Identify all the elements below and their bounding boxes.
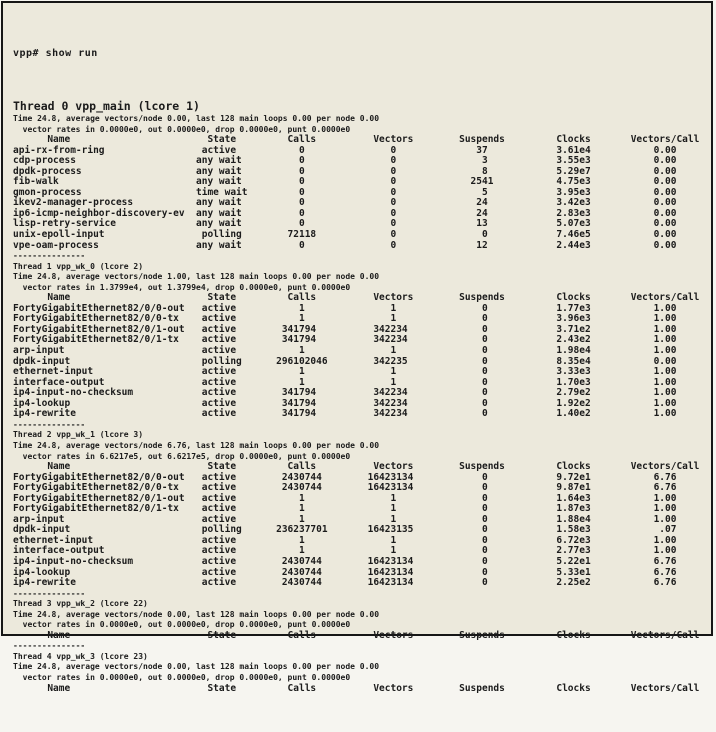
table-row: ip4-lookup active 2430744 16423134 0 5.33e1 6.76 bbox=[13, 566, 711, 578]
table-row: lisp-retry-service any wait 0 0 13 5.07e3 0.00 bbox=[13, 218, 711, 230]
table-row: FortyGigabitEthernet82/0/0-out active 2430744 16423134 0 9.72e1 6.76 bbox=[13, 471, 711, 483]
thread-rates-line: vector rates in 0.0000e0, out 0.0000e0, drop 0.0000e0, punt 0.0000e0 bbox=[13, 124, 351, 134]
table-row: ethernet-input active 1 1 0 6.72e3 1.00 bbox=[13, 534, 711, 546]
thread-rates-line: vector rates in 1.3799e4, out 1.3799e4, drop 0.0000e0, punt 0.0000e0 bbox=[13, 282, 351, 292]
table-header-row: Name State Calls Vectors Suspends Clocks Vectors/Call bbox=[13, 682, 711, 694]
show-run-output bbox=[13, 99, 711, 694]
table-row: dpdk-input polling 296102046 342235 0 8.35e4 0.00 bbox=[13, 355, 711, 367]
table-row: FortyGigabitEthernet82/0/0-out active 1 1 0 1.77e3 1.00 bbox=[13, 302, 711, 314]
thread-section-2 bbox=[13, 430, 711, 599]
thread-time-line: Time 24.8, average vectors/node 0.00, last 128 main loops 0.00 per node 0.00 bbox=[13, 609, 380, 619]
thread-section-1 bbox=[13, 262, 711, 431]
thread-time-line: Time 24.8, average vectors/node 6.76, last 128 main loops 0.00 per node 0.00 bbox=[13, 440, 380, 450]
table-row: FortyGigabitEthernet82/0/1-out active 1 1 0 1.64e3 1.00 bbox=[13, 492, 711, 504]
section-separator: --------------- bbox=[13, 641, 86, 651]
thread-time-line: Time 24.8, average vectors/node 0.00, last 128 main loops 0.00 per node 0.00 bbox=[13, 662, 380, 672]
section-separator: --------------- bbox=[13, 419, 86, 429]
table-row: FortyGigabitEthernet82/0/1-tx active 341794 342234 0 2.43e2 1.00 bbox=[13, 334, 711, 346]
thread-rates-line: vector rates in 0.0000e0, out 0.0000e0, drop 0.0000e0, punt 0.0000e0 bbox=[13, 620, 351, 630]
thread-section-3 bbox=[13, 599, 711, 652]
thread-title: Thread 1 vpp_wk_0 (lcore 2) bbox=[13, 261, 144, 271]
thread-time-line: Time 24.8, average vectors/node 0.00, last 128 main loops 0.00 per node 0.00 bbox=[13, 114, 380, 123]
table-row: arp-input active 1 1 0 1.88e4 1.00 bbox=[13, 513, 711, 525]
table-row: api-rx-from-ring active 0 0 37 3.61e4 0.00 bbox=[13, 144, 711, 156]
table-row: ip6-icmp-neighbor-discovery-ev any wait 0 0 24 2.83e3 0.00 bbox=[13, 207, 711, 219]
table-row: arp-input active 1 1 0 1.98e4 1.00 bbox=[13, 345, 711, 357]
table-row: ethernet-input active 1 1 0 3.33e3 1.00 bbox=[13, 366, 711, 378]
table-row: ip4-lookup active 341794 342234 0 1.92e2 1.00 bbox=[13, 397, 711, 409]
table-row: ip4-input-no-checksum active 341794 342234 0 2.79e2 1.00 bbox=[13, 387, 711, 399]
thread-title: Thread 2 vpp_wk_1 (lcore 3) bbox=[13, 430, 144, 440]
table-row: cdp-process any wait 0 0 3 3.55e3 0.00 bbox=[13, 155, 711, 167]
table-header-row: Name State Calls Vectors Suspends Clocks Vectors/Call bbox=[13, 461, 711, 473]
table-row: dpdk-input polling 236237701 16423135 0 1.58e3 .07 bbox=[13, 524, 711, 536]
table-row: FortyGigabitEthernet82/0/1-out active 341794 342234 0 3.71e2 1.00 bbox=[13, 323, 711, 335]
table-row: interface-output active 1 1 0 1.70e3 1.00 bbox=[13, 376, 711, 388]
command-prompt-line[interactable]: vpp# show run bbox=[13, 48, 98, 59]
table-row: dpdk-process any wait 0 0 8 5.29e7 0.00 bbox=[13, 165, 711, 177]
section-separator: --------------- bbox=[13, 588, 86, 598]
table-row: FortyGigabitEthernet82/0/1-tx active 1 1 0 1.87e3 1.00 bbox=[13, 503, 711, 515]
thread-title: Thread 0 vpp_main (lcore 1) bbox=[13, 99, 200, 113]
table-row: ip4-input-no-checksum active 2430744 16423134 0 5.22e1 6.76 bbox=[13, 555, 711, 567]
terminal-output-area[interactable] bbox=[3, 3, 711, 732]
table-row: fib-walk any wait 0 0 2541 4.75e3 0.00 bbox=[13, 176, 711, 188]
thread-time-line: Time 24.8, average vectors/node 1.00, last 128 main loops 0.00 per node 0.00 bbox=[13, 272, 380, 282]
table-row: vpe-oam-process any wait 0 0 12 2.44e3 0.00 bbox=[13, 239, 711, 251]
table-header-row: Name State Calls Vectors Suspends Clocks Vectors/Call bbox=[13, 292, 711, 304]
table-row: gmon-process time wait 0 0 5 3.95e3 0.00 bbox=[13, 186, 711, 198]
thread-title: Thread 3 vpp_wk_2 (lcore 22) bbox=[13, 599, 148, 609]
table-row: ip4-rewrite active 341794 342234 0 1.40e2 1.00 bbox=[13, 408, 711, 420]
table-row: unix-epoll-input polling 72118 0 0 7.46e5 0.00 bbox=[13, 229, 711, 241]
thread-rates-line: vector rates in 6.6217e5, out 6.6217e5, drop 0.0000e0, punt 0.0000e0 bbox=[13, 451, 351, 461]
terminal-window bbox=[1, 1, 713, 694]
table-header-row: Name State Calls Vectors Suspends Clocks Vectors/Call bbox=[13, 629, 711, 641]
table-row: ikev2-manager-process any wait 0 0 24 3.42e3 0.00 bbox=[13, 197, 711, 209]
table-row: FortyGigabitEthernet82/0/0-tx active 2430744 16423134 0 9.87e1 6.76 bbox=[13, 482, 711, 494]
table-row: FortyGigabitEthernet82/0/0-tx active 1 1 0 3.96e3 1.00 bbox=[13, 313, 711, 325]
table-row: interface-output active 1 1 0 2.77e3 1.00 bbox=[13, 545, 711, 557]
section-separator: --------------- bbox=[13, 251, 86, 261]
table-row: ip4-rewrite active 2430744 16423134 0 2.25e2 6.76 bbox=[13, 577, 711, 589]
thread-title: Thread 4 vpp_wk_3 (lcore 23) bbox=[13, 651, 148, 661]
thread-section-4 bbox=[13, 652, 711, 694]
thread-section-0 bbox=[13, 99, 711, 262]
thread-rates-line: vector rates in 0.0000e0, out 0.0000e0, drop 0.0000e0, punt 0.0000e0 bbox=[13, 672, 351, 682]
table-header-row: Name State Calls Vectors Suspends Clocks Vectors/Call bbox=[13, 134, 711, 146]
